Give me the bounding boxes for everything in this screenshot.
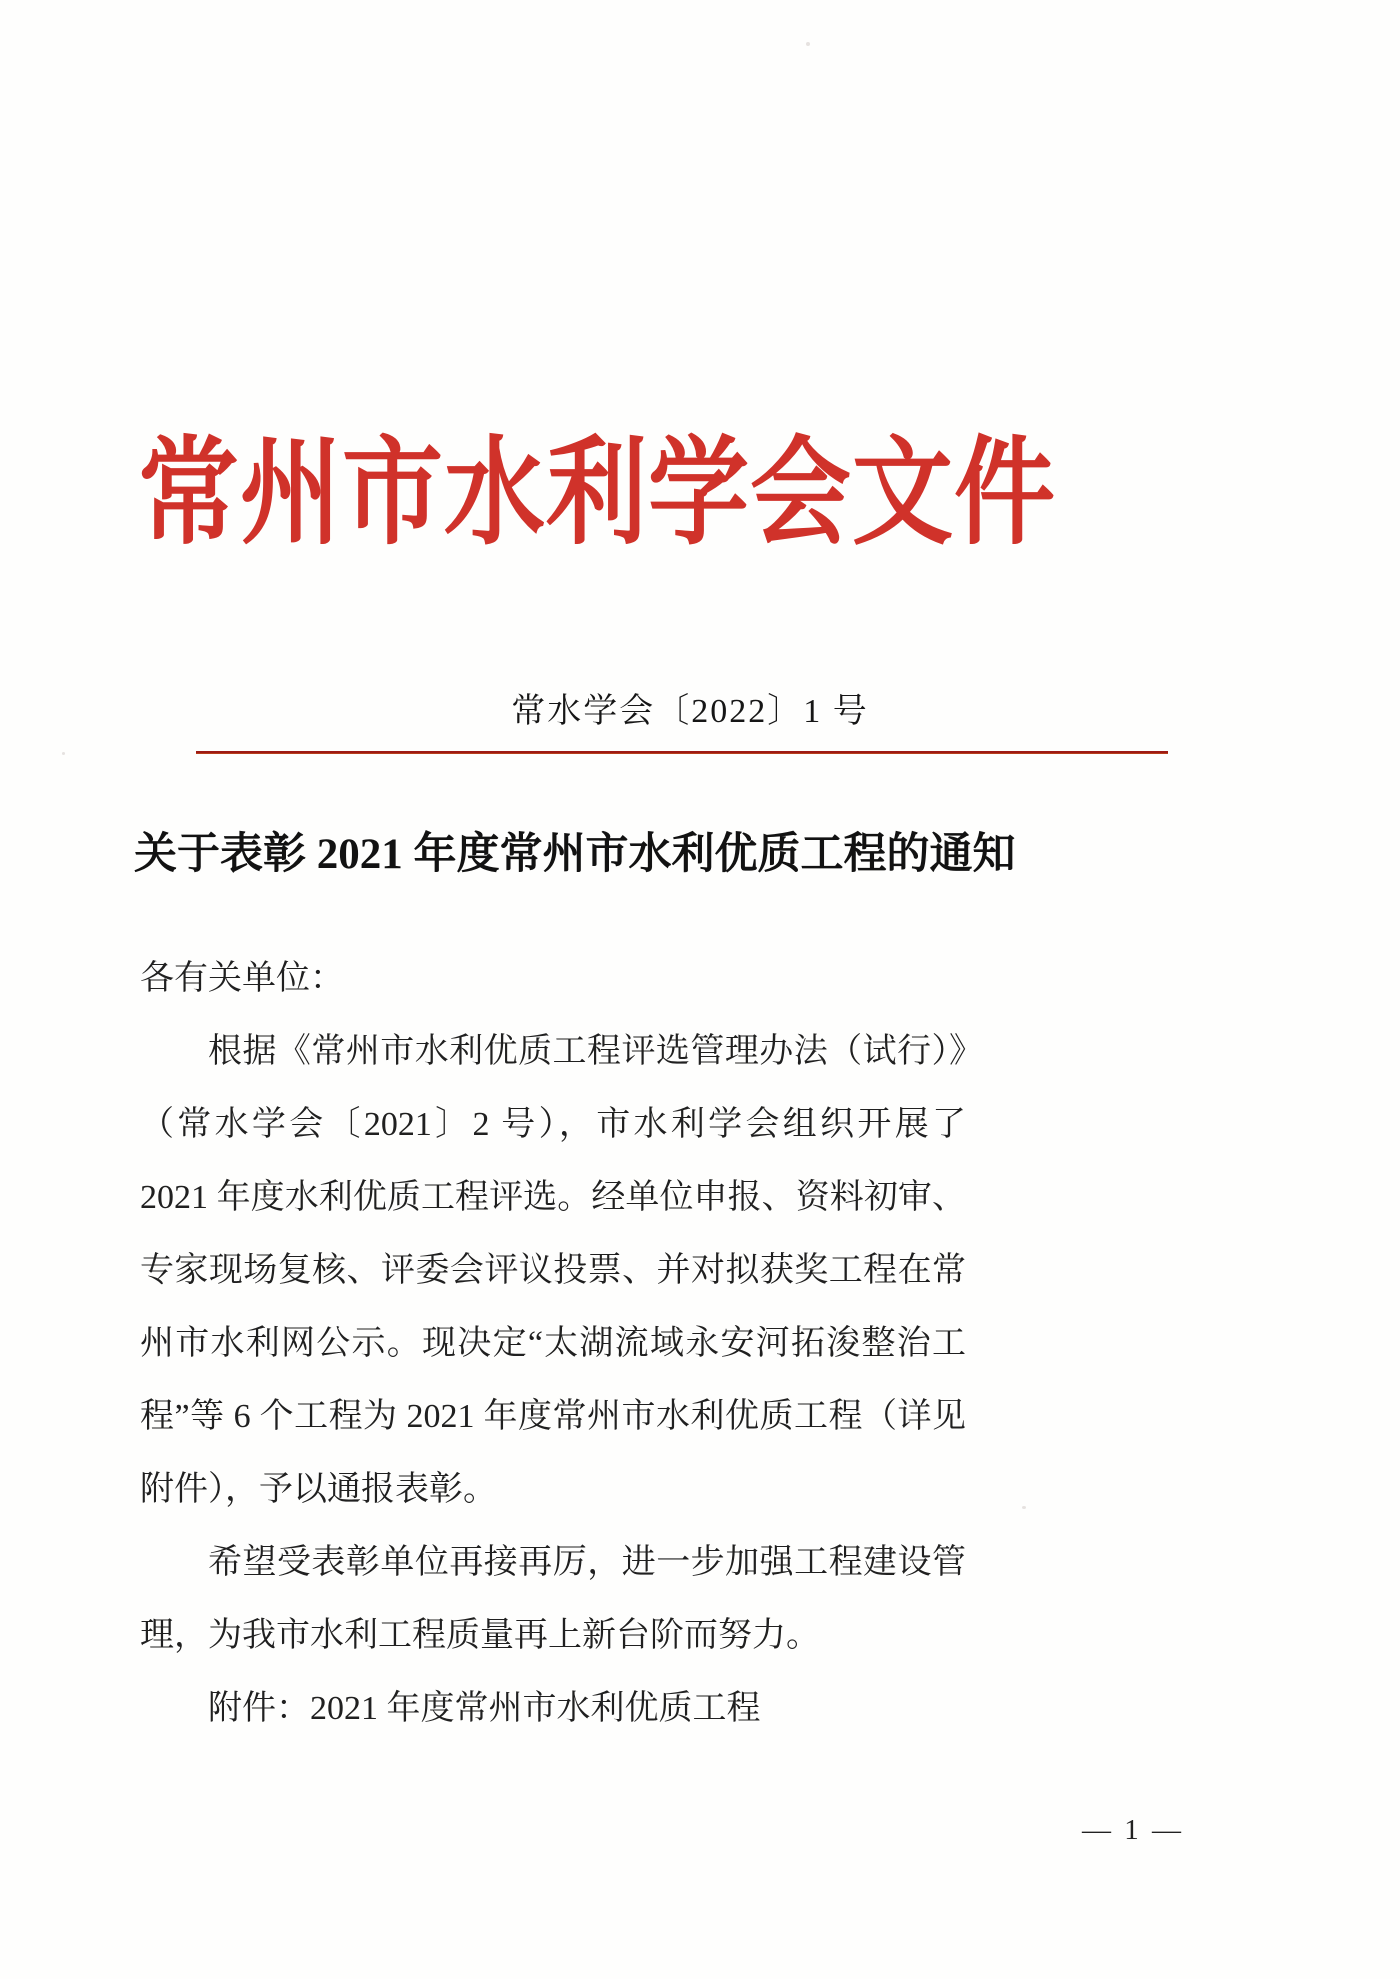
- paragraph-1: 根据《常州市水利优质工程评选管理办法（试行）》（常水学会〔2021〕2 号），市水利学会组织开展了 2021 年度水利优质工程评选。经单位申报、资料初审、专家现场复核、评委会评议投票、并对拟获奖工程在常州市水利网公示。现决定“太湖流域永安河拓浚整治工程”等 6 个工程为 2021 年度常州市水利优质工程（详见附件），予以通报表彰。: [140, 1033, 966, 1508]
- red-divider-line: [196, 751, 1168, 754]
- salutation: 各有关单位：: [140, 960, 344, 997]
- notice-body: [140, 942, 966, 1745]
- doc-number: 常水学会〔2022〕1 号: [511, 693, 869, 730]
- org-title: 常州市水利学会文件: [138, 428, 1057, 559]
- attachment-line: 附件：2021 年度常州市水利优质工程: [208, 1690, 761, 1727]
- notice-title: 关于表彰 2021 年度常州市水利优质工程的通知: [134, 831, 1016, 878]
- paragraph-2: 希望受表彰单位再接再厉，进一步加强工程建设管理，为我市水利工程质量再上新台阶而努力。: [140, 1544, 966, 1654]
- page-number: — 1 —: [1082, 1814, 1184, 1846]
- scan-speckle: [62, 752, 65, 755]
- scan-speckle: [1022, 1506, 1026, 1509]
- scan-speckle: [806, 42, 810, 46]
